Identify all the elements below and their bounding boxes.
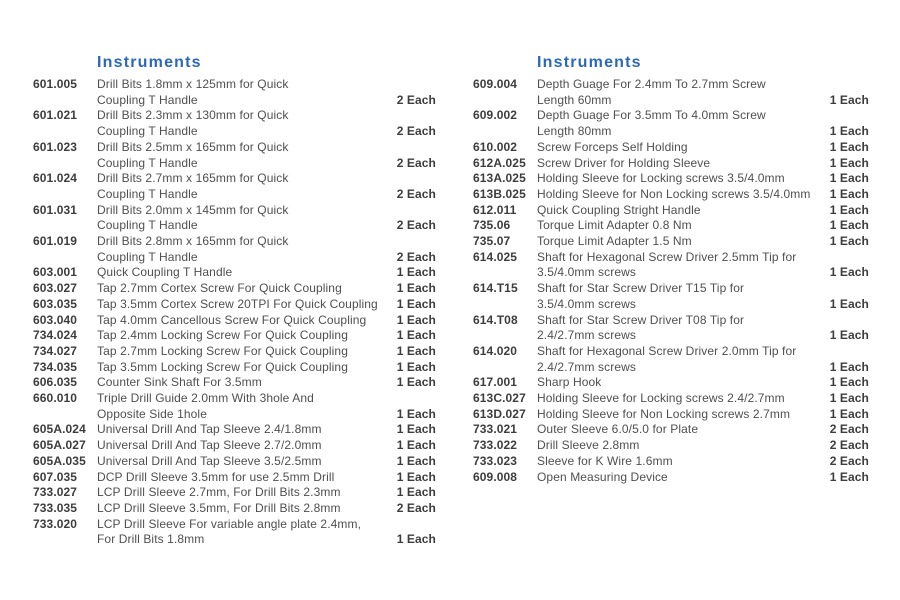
description-line: Shaft for Star Screw Driver T15 Tip for	[537, 281, 745, 296]
description-line: 2.4/2.7mm screws	[537, 328, 636, 343]
item-description	[537, 156, 822, 172]
table-row	[473, 171, 869, 187]
item-code: 605A.035	[33, 453, 86, 468]
item-quantity: 2 Each	[829, 422, 869, 437]
item-code: 614.T15	[473, 281, 518, 296]
description-line: Coupling T Handle	[97, 92, 198, 107]
description-line: Length 80mm	[537, 124, 612, 139]
item-description	[97, 77, 389, 108]
description-line: Depth Guage For 3.5mm To 4.0mm Screw	[537, 108, 766, 123]
description-line: Opposite Side 1hole	[97, 406, 207, 421]
item-quantity: 1 Each	[396, 359, 436, 374]
item-quantity: 1 Each	[396, 532, 436, 547]
columns	[33, 53, 900, 548]
item-quantity: 1 Each	[396, 485, 436, 500]
item-description	[97, 375, 389, 391]
table-row	[473, 187, 869, 203]
item-description	[97, 438, 389, 454]
description-line: Shaft for Hexagonal Screw Driver 2.5mm Tip for	[537, 249, 797, 264]
item-code: 733.021	[473, 422, 518, 437]
item-quantity: 1 Each	[829, 186, 869, 201]
item-code: 603.027	[33, 281, 78, 296]
item-description	[537, 234, 822, 250]
description-line: Open Measuring Device	[537, 469, 668, 484]
item-quantity: 1 Each	[829, 391, 869, 406]
item-code: 605A.024	[33, 422, 86, 437]
table-row	[33, 454, 436, 470]
table-row	[33, 422, 436, 438]
item-description	[97, 108, 389, 139]
item-description	[537, 375, 822, 391]
item-description	[537, 250, 822, 281]
item-description	[97, 313, 389, 329]
table-row	[473, 438, 869, 454]
item-code: 609.008	[473, 469, 518, 484]
description-line: 3.5/4.0mm screws	[537, 265, 636, 280]
item-code: 601.031	[33, 202, 78, 217]
item-quantity: 2 Each	[396, 218, 436, 233]
description-line: Coupling T Handle	[97, 155, 198, 170]
description-line: LCP Drill Sleeve For variable angle plate 2.4mm,	[97, 516, 362, 531]
item-quantity: 1 Each	[829, 469, 869, 484]
description-line: Tap 3.5mm Cortex Screw 20TPI For Quick Coupling	[97, 296, 378, 311]
item-code: 601.005	[33, 77, 78, 91]
table-row	[33, 297, 436, 313]
item-quantity: 1 Each	[829, 202, 869, 217]
column-header: Instruments	[97, 54, 202, 71]
item-quantity: 1 Each	[829, 234, 869, 249]
description-line: Drill Sleeve 2.8mm	[537, 438, 640, 453]
description-line: Coupling T Handle	[97, 249, 198, 264]
item-description	[537, 313, 822, 344]
item-quantity: 1 Each	[396, 328, 436, 343]
item-quantity: 1 Each	[829, 171, 869, 186]
item-quantity: 1 Each	[829, 359, 869, 374]
description-line: Tap 4.0mm Cancellous Screw For Quick Coupling	[97, 312, 367, 327]
item-description	[97, 234, 389, 265]
item-code: 605A.027	[33, 438, 86, 453]
item-quantity: 2 Each	[396, 92, 436, 107]
table-row	[33, 140, 436, 171]
table-row	[473, 77, 869, 108]
item-description	[537, 391, 822, 407]
table-row	[33, 171, 436, 202]
item-code: 614.T08	[473, 312, 518, 327]
table-row	[473, 407, 869, 423]
table-row	[473, 218, 869, 234]
instrument-column	[473, 53, 869, 548]
table-row	[33, 375, 436, 391]
item-description	[97, 470, 389, 486]
table-row	[33, 470, 436, 486]
table-row	[473, 422, 869, 438]
item-code: 607.035	[33, 469, 78, 484]
table-row	[473, 156, 869, 172]
description-line: Sharp Hook	[537, 375, 602, 390]
table-row	[33, 344, 436, 360]
item-code: 733.023	[473, 453, 518, 468]
description-line: Coupling T Handle	[97, 124, 198, 139]
description-line: Drill Bits 2.0mm x 145mm for Quick	[97, 202, 289, 217]
item-code: 609.004	[473, 77, 518, 91]
item-description	[97, 203, 389, 234]
item-code: 617.001	[473, 375, 518, 390]
description-line: 2.4/2.7mm screws	[537, 359, 636, 374]
item-description	[537, 454, 822, 470]
table-row	[33, 328, 436, 344]
description-line: Coupling T Handle	[97, 186, 198, 201]
description-line: LCP Drill Sleeve 3.5mm, For Drill Bits 2.8mm	[97, 500, 341, 515]
item-quantity: 1 Each	[829, 406, 869, 421]
item-description	[97, 281, 389, 297]
table-row	[33, 438, 436, 454]
table-row	[33, 501, 436, 517]
item-description	[537, 187, 822, 203]
item-code: 603.040	[33, 312, 78, 327]
item-description	[97, 501, 389, 517]
description-line: Drill Bits 2.5mm x 165mm for Quick	[97, 139, 289, 154]
item-code: 660.010	[33, 391, 78, 406]
item-quantity: 1 Each	[396, 281, 436, 296]
column-body	[33, 77, 436, 548]
item-code: 733.027	[33, 485, 78, 500]
item-description	[537, 203, 822, 219]
table-row	[33, 234, 436, 265]
item-quantity: 2 Each	[396, 500, 436, 515]
description-line: Holding Sleeve for Locking screws 2.4/2.7mm	[537, 391, 785, 406]
item-quantity: 1 Each	[396, 296, 436, 311]
table-row	[33, 77, 436, 108]
item-code: 734.024	[33, 328, 78, 343]
table-row	[33, 203, 436, 234]
description-line: Drill Bits 2.7mm x 165mm for Quick	[97, 171, 289, 186]
item-quantity: 1 Each	[396, 312, 436, 327]
description-line: Length 60mm	[537, 92, 612, 107]
column-header: Instruments	[537, 54, 642, 71]
item-code: 735.06	[473, 218, 511, 233]
item-quantity: 2 Each	[829, 438, 869, 453]
description-line: Quick Coupling T Handle	[97, 265, 233, 280]
description-line: Shaft for Hexagonal Screw Driver 2.0mm Tip for	[537, 343, 797, 358]
item-description	[97, 422, 389, 438]
item-code: 603.001	[33, 265, 78, 280]
table-row	[33, 517, 436, 548]
description-line: Sleeve for K Wire 1.6mm	[537, 453, 673, 468]
item-quantity: 1 Each	[829, 124, 869, 139]
item-description	[537, 140, 822, 156]
description-line: For Drill Bits 1.8mm	[97, 532, 205, 547]
table-row	[473, 234, 869, 250]
table-row	[33, 313, 436, 329]
item-code: 735.07	[473, 234, 511, 249]
item-code: 601.023	[33, 139, 78, 154]
item-description	[537, 407, 822, 423]
item-quantity: 1 Each	[396, 343, 436, 358]
item-quantity: 1 Each	[829, 375, 869, 390]
description-line: Torque Limit Adapter 1.5 Nm	[537, 234, 692, 249]
description-line: Universal Drill And Tap Sleeve 2.7/2.0mm	[97, 438, 322, 453]
table-row	[33, 108, 436, 139]
item-quantity: 1 Each	[396, 375, 436, 390]
item-code: 613D.027	[473, 406, 526, 421]
description-line: Tap 2.7mm Cortex Screw For Quick Coupling	[97, 281, 342, 296]
item-code: 613B.025	[473, 186, 526, 201]
table-row	[473, 313, 869, 344]
column-body	[473, 77, 869, 485]
item-code: 734.027	[33, 343, 78, 358]
item-description	[97, 391, 389, 422]
table-row	[473, 281, 869, 312]
description-line: Tap 2.4mm Locking Screw For Quick Coupling	[97, 328, 348, 343]
item-description	[97, 171, 389, 202]
description-line: 3.5/4.0mm screws	[537, 296, 636, 311]
description-line: Quick Coupling Stright Handle	[537, 202, 701, 217]
item-quantity: 2 Each	[396, 186, 436, 201]
item-description	[97, 140, 389, 171]
item-description	[537, 108, 822, 139]
item-code: 614.020	[473, 343, 518, 358]
item-code: 601.021	[33, 108, 78, 123]
item-code: 603.035	[33, 296, 78, 311]
table-row	[33, 265, 436, 281]
item-code: 609.002	[473, 108, 518, 123]
description-line: LCP Drill Sleeve 2.7mm, For Drill Bits 2.3mm	[97, 485, 341, 500]
description-line: Triple Drill Guide 2.0mm With 3hole And	[97, 391, 314, 406]
item-quantity: 2 Each	[829, 453, 869, 468]
item-quantity: 2 Each	[396, 155, 436, 170]
table-row	[473, 470, 869, 486]
table-row	[473, 375, 869, 391]
item-code: 606.035	[33, 375, 78, 390]
description-line: Drill Bits 1.8mm x 125mm for Quick	[97, 77, 289, 91]
table-row	[33, 281, 436, 297]
description-line: Holding Sleeve for Non Locking screws 2.7mm	[537, 406, 791, 421]
table-row	[473, 140, 869, 156]
item-description	[97, 328, 389, 344]
item-description	[97, 265, 389, 281]
item-description	[537, 218, 822, 234]
item-quantity: 1 Each	[829, 265, 869, 280]
item-code: 610.002	[473, 139, 518, 154]
description-line: Coupling T Handle	[97, 218, 198, 233]
table-row	[473, 391, 869, 407]
description-line: Holding Sleeve for Non Locking screws 3.5/4.0mm	[537, 186, 811, 201]
description-line: Shaft for Star Screw Driver T08 Tip for	[537, 312, 745, 327]
item-quantity: 1 Each	[396, 265, 436, 280]
description-line: Torque Limit Adapter 0.8 Nm	[537, 218, 692, 233]
description-line: Outer Sleeve 6.0/5.0 for Plate	[537, 422, 699, 437]
item-description	[537, 77, 822, 108]
description-line: Drill Bits 2.3mm x 130mm for Quick	[97, 108, 289, 123]
item-code: 613A.025	[473, 171, 526, 186]
item-quantity: 1 Each	[396, 438, 436, 453]
item-quantity: 1 Each	[396, 453, 436, 468]
item-description	[97, 297, 389, 313]
item-code: 601.019	[33, 234, 78, 249]
table-row	[33, 485, 436, 501]
item-description	[537, 438, 822, 454]
table-row	[473, 454, 869, 470]
item-quantity: 1 Each	[829, 139, 869, 154]
item-quantity: 1 Each	[829, 155, 869, 170]
item-quantity: 1 Each	[829, 296, 869, 311]
table-row	[473, 203, 869, 219]
item-code: 601.024	[33, 171, 78, 186]
item-code: 733.020	[33, 516, 78, 531]
item-code: 612A.025	[473, 155, 526, 170]
description-line: Universal Drill And Tap Sleeve 2.4/1.8mm	[97, 422, 322, 437]
table-row	[473, 344, 869, 375]
instrument-column	[33, 53, 436, 548]
description-line: Depth Guage For 2.4mm To 2.7mm Screw	[537, 77, 766, 91]
item-quantity: 2 Each	[396, 249, 436, 264]
item-description	[97, 517, 389, 548]
table-row	[473, 250, 869, 281]
item-quantity: 1 Each	[829, 92, 869, 107]
item-description	[97, 360, 389, 376]
description-line: Tap 2.7mm Locking Screw For Quick Coupling	[97, 343, 348, 358]
item-description	[537, 344, 822, 375]
item-quantity: 1 Each	[829, 218, 869, 233]
description-line: Drill Bits 2.8mm x 165mm for Quick	[97, 234, 289, 249]
item-quantity: 1 Each	[829, 328, 869, 343]
item-quantity: 1 Each	[396, 406, 436, 421]
item-code: 613C.027	[473, 391, 526, 406]
description-line: Screw Forceps Self Holding	[537, 139, 688, 154]
item-description	[537, 470, 822, 486]
item-quantity: 1 Each	[396, 469, 436, 484]
description-line: Holding Sleeve for Locking screws 3.5/4.0mm	[537, 171, 785, 186]
item-code: 614.025	[473, 249, 518, 264]
item-description	[97, 485, 389, 501]
item-description	[537, 281, 822, 312]
item-quantity: 2 Each	[396, 124, 436, 139]
item-description	[537, 171, 822, 187]
item-code: 734.035	[33, 359, 78, 374]
item-code: 733.035	[33, 500, 78, 515]
item-quantity: 1 Each	[396, 422, 436, 437]
item-code: 612.011	[473, 202, 517, 217]
item-description	[537, 422, 822, 438]
item-description	[97, 344, 389, 360]
description-line: Counter Sink Shaft For 3.5mm	[97, 375, 262, 390]
item-code: 733.022	[473, 438, 518, 453]
description-line: Screw Driver for Holding Sleeve	[537, 155, 711, 170]
table-row	[473, 108, 869, 139]
description-line: DCP Drill Sleeve 3.5mm for use 2.5mm Drill	[97, 469, 335, 484]
table-row	[33, 391, 436, 422]
description-line: Universal Drill And Tap Sleeve 3.5/2.5mm	[97, 453, 322, 468]
description-line: Tap 3.5mm Locking Screw For Quick Coupling	[97, 359, 348, 374]
table-row	[33, 360, 436, 376]
item-description	[97, 454, 389, 470]
